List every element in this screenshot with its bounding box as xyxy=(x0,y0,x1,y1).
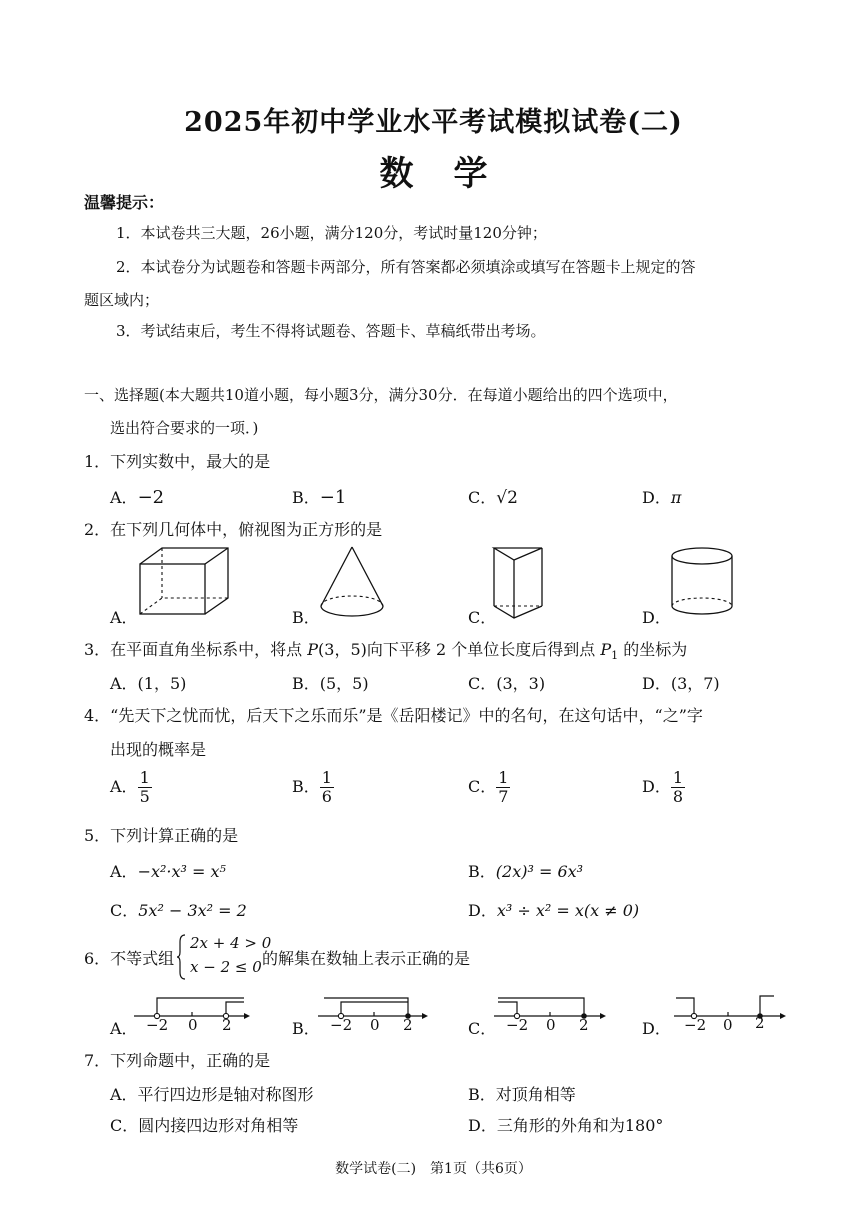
q6-label-d: D． xyxy=(642,1019,671,1038)
section-heading-cont: 选出符合要求的一项．) xyxy=(110,419,259,437)
q1-option-b: B．−1 xyxy=(292,487,347,508)
q6-label-b: B． xyxy=(292,1019,320,1038)
q2-label-a: A． xyxy=(110,608,138,627)
nlb-tick-2: 2 xyxy=(403,1016,413,1034)
section-heading: 一、选择题(本大题共10道小题，每小题3分，满分30分．在每道小题给出的四个选项中， xyxy=(84,386,678,404)
cube-figure xyxy=(136,544,236,619)
q4-option-d: D． $\frac{1}{8}$ xyxy=(642,768,684,806)
q5-option-c: C．5x² − 3x² = 2 xyxy=(110,901,247,920)
notice-item-2-cont: 题区域内； xyxy=(84,291,160,309)
q7-option-b: B．对顶角相等 xyxy=(468,1085,576,1104)
q3-stem: 3．在平面直角坐标系中，将点 P(3，5)向下平移 2 个单位长度后得到点 $P_1$ 的坐标为 xyxy=(84,640,688,663)
system-brace xyxy=(176,934,186,980)
q7-option-d: D．三角形的外角和为180° xyxy=(468,1116,664,1135)
q3-option-a: A．(1，5) xyxy=(110,674,187,693)
q5-option-a: A．−x²·x³ = x⁵ xyxy=(110,862,226,881)
nla-tick-2: 2 xyxy=(222,1016,232,1034)
notice-item-2: 2．本试卷分为试题卷和答题卡两部分，所有答案都必须填涂或填写在答题卡上规定的答 xyxy=(116,258,696,276)
q2-label-b: B． xyxy=(292,608,320,627)
q3-option-b: B．(5，5) xyxy=(292,674,369,693)
q1-stem: 1．下列实数中，最大的是 xyxy=(84,452,271,471)
prism-figure xyxy=(490,544,550,624)
q4-stem-cont: 出现的概率是 xyxy=(110,740,207,759)
nlc-tick-0: 0 xyxy=(546,1016,556,1034)
q1-option-c: C．√2 xyxy=(468,488,518,508)
notice-item-3: 3．考试结束后，考生不得将试题卷、答题卡、草稿纸带出考场。 xyxy=(116,322,546,340)
q5-option-b: B．(2x)³ = 6x³ xyxy=(468,862,584,881)
nlb-tick-0: 0 xyxy=(370,1016,380,1034)
page-footer: 数学试卷(二) 第1页（共6页） xyxy=(335,1161,532,1177)
nlc-tick-m2: −2 xyxy=(506,1016,529,1034)
nld-tick-2: 2 xyxy=(755,1014,765,1032)
q6-stem-suffix: 的解集在数轴上表示正确的是 xyxy=(262,949,471,968)
q4-option-b: B． $\frac{1}{6}$ xyxy=(292,768,332,806)
q5-option-d: D．x³ ÷ x² = x(x ≠ 0) xyxy=(468,901,640,920)
nla-tick-m2: −2 xyxy=(146,1016,169,1034)
q1-option-d: D．π xyxy=(642,488,682,507)
q2-stem: 2．在下列几何体中，俯视图为正方形的是 xyxy=(84,520,383,539)
nlb-tick-m2: −2 xyxy=(330,1016,353,1034)
q4-stem: 4．“先天下之忧而忧，后天下之乐而乐”是《岳阳楼记》中的名句，在这句话中，“之”字 xyxy=(84,706,703,725)
q1-option-a: A．−2 xyxy=(110,487,165,508)
q2-label-c: C． xyxy=(468,608,497,627)
nld-tick-m2: −2 xyxy=(684,1016,707,1034)
nlc-tick-2: 2 xyxy=(579,1016,589,1034)
subject-title: 数学 xyxy=(379,154,528,194)
q6-label-c: C． xyxy=(468,1019,497,1038)
q6-inequality-2: x − 2 ≤ 0 xyxy=(190,958,262,976)
nla-tick-0: 0 xyxy=(188,1016,198,1034)
q5-stem: 5．下列计算正确的是 xyxy=(84,826,239,845)
q7-stem: 7．下列命题中，正确的是 xyxy=(84,1051,271,1070)
q6-stem-prefix: 6．不等式组 xyxy=(84,949,175,968)
nld-tick-0: 0 xyxy=(723,1016,733,1034)
q4-option-c: C． $\frac{1}{7}$ xyxy=(468,768,509,806)
cylinder-figure xyxy=(668,544,738,624)
q3-option-d: D．(3，7) xyxy=(642,674,720,693)
q7-option-a: A．平行四边形是轴对称图形 xyxy=(110,1085,314,1104)
q2-label-d: D． xyxy=(642,608,671,627)
cone-figure xyxy=(318,544,388,624)
q7-option-c: C．圆内接四边形对角相等 xyxy=(110,1116,299,1135)
exam-title: 2025年初中学业水平考试模拟试卷(二) xyxy=(184,107,683,138)
notice-heading: 温馨提示： xyxy=(84,193,165,212)
q6-inequality-1: 2x + 4 > 0 xyxy=(190,934,272,952)
q4-option-a: A． $\frac{1}{5}$ xyxy=(110,768,150,806)
notice-item-1: 1．本试卷共三大题，26小题，满分120分，考试时量120分钟； xyxy=(116,224,547,242)
q6-label-a: A． xyxy=(110,1019,138,1038)
q3-option-c: C．(3，3) xyxy=(468,674,546,693)
